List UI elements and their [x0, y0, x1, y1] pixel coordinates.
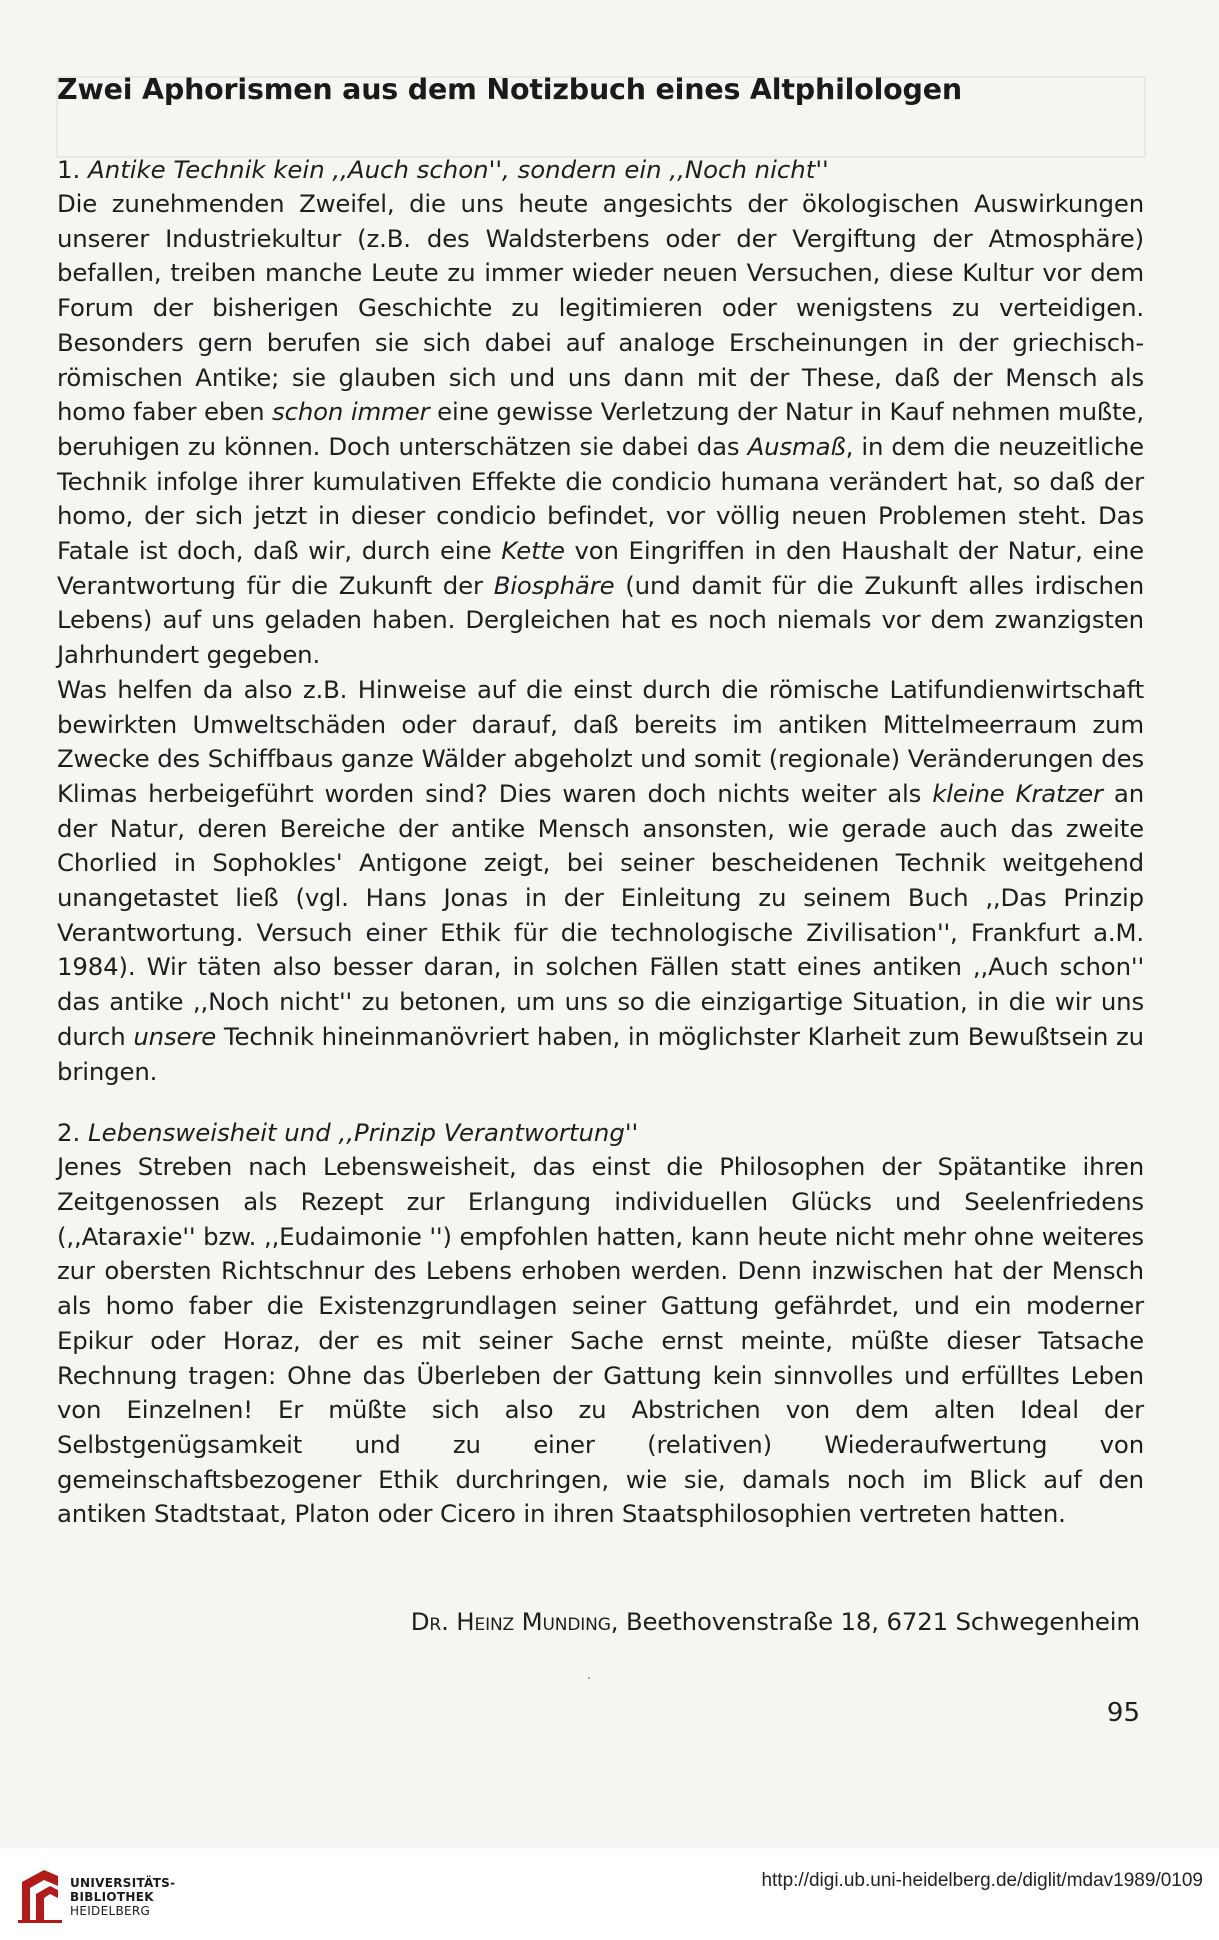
text-run: , in dem die neuzeitliche Technik infolge ihrer kumulativen Effekte die condicio humana verändert hat, so daß der homo, der sich jetzt in dieser condicio befindet, vor völlig neuen Problemen steht. Das Fatale ist doch, daß wir, durch eine	[57, 431, 1144, 566]
author-signature	[411, 1605, 1140, 1639]
article-title: Zwei Aphorismen aus dem Notizbuch eines Altphilologen	[57, 73, 962, 106]
text-run: Jenes Streben nach Lebensweisheit, das einst die Philosophen der Spätantike ihren Zeitgenossen als Rezept zur Erlangung individuellen Glücks und Seelenfriedens (,,Ataraxie'' bzw. ,,Eudaimonie '') empfohlen hatten, kann heute nicht mehr ohne weiteres zur obersten Richtschnur des Lebens erhoben werden. Denn inzwischen hat der Mensch als homo faber die Existenzgrundlagen seiner Gattung gefährdet, und ein moderner Epikur oder Horaz, der es mit seiner Sache ernst meinte, müßte dieser Tatsache Rechnung tragen: Ohne das Überleben der Gattung kein sinnvolles und erfülltes Leben von Einzelnen! Er müßte sich also zu Abstrichen von dem alten Ideal der Selbstgenügsamkeit und zu einer (relativen) Wiederaufwertung von gemeinschaftsbezogener Ethik durchringen, wie sie, damals noch im Blick auf den antiken Stadtstaat, Platon oder Cicero in ihren Staatsphilosophien vertreten hatten.	[57, 1152, 1144, 1529]
digitization-footer	[0, 1848, 1219, 1940]
source-url-link[interactable]: http://digi.ub.uni-heidelberg.de/diglit/mdav1989/0109	[761, 1870, 1203, 1891]
emphasis-text: Ausmaß	[747, 431, 846, 461]
section-2-number: 2.	[57, 1118, 81, 1148]
section-1-body	[57, 187, 1144, 1089]
emphasis-text: kleine Kratzer	[932, 778, 1103, 808]
emphasis-text: Biosphäre	[493, 570, 615, 600]
text-run: (und damit für die Zukunft alles irdischen Lebens) auf uns geladen haben. Dergleichen hat es noch niemals vor dem zwanzigsten Jahrhundert gegeben.	[57, 570, 1145, 670]
emphasis-text: unsere	[133, 1021, 217, 1051]
paragraph	[57, 187, 1144, 673]
section-1-number: 1.	[57, 155, 81, 184]
author-address: , Beethovenstraße 18, 6721 Schwegenheim	[610, 1607, 1140, 1636]
page-number: 95	[1106, 1698, 1140, 1728]
library-logo-icon	[14, 1864, 66, 1924]
paragraph	[57, 673, 1144, 1089]
article	[57, 70, 1144, 1532]
emphasis-text: Kette	[501, 536, 565, 566]
text-run: Technik hineinmanövriert haben, in möglichster Klarheit zum Bewußtsein zu bringen.	[57, 1021, 1144, 1086]
section-2-body	[57, 1150, 1144, 1532]
author-name: Dr. Heinz Munding	[410, 1607, 611, 1636]
text-run: eine gewisse Verletzung der Natur in Kauf nehmen mußte, beruhigen zu können. Doch unterschätzen sie dabei das	[57, 397, 1145, 461]
speck	[588, 1677, 590, 1679]
paragraph	[57, 1150, 1144, 1532]
text-run: Was helfen da also z.B. Hinweise auf die einst durch die römische Latifundienwirtschaft bewirkten Umweltschäden oder darauf, daß bereits im antiken Mittelmeerraum zum Zwecke des Schiffbaus ganze Wälder abgeholzt und somit (regionale) Veränderungen des Klimas herbeigeführt worden sind? Dies waren doch nichts weiter als	[57, 674, 1144, 808]
emphasis-text: schon immer	[272, 397, 430, 427]
section-2-heading	[57, 1115, 1144, 1150]
text-run: von Eingriffen in den Haushalt der Natur, eine Verantwortung für die Zukunft der	[57, 536, 1145, 600]
section-2-title: Lebensweisheit und ,,Prinzip Verantwortung''	[88, 1118, 639, 1148]
section-1-heading	[57, 152, 1144, 187]
text-run: an der Natur, deren Bereiche der antike Mensch ansonsten, wie gerade auch das zweite Chorlied in Sophokles' Antigone zeigt, bei seiner bescheidenen Technik weitgehend unangetastet ließ (vgl. Hans Jonas in der Einleitung zu seinem Buch ,,Das Prinzip Verantwortung. Versuch einer Ethik für die technologische Zivilisation'', Frankfurt a.M. 1984). Wir täten also besser daran, in solchen Fällen statt eines antiken ,,Auch schon'' das antike ,,Noch nicht'' zu betonen, um uns so die einzigartige Situation, in die wir uns durch	[57, 778, 1144, 1051]
text-run: Die zunehmenden Zweifel, die uns heute angesichts der ökologischen Auswirkungen unserer Industriekultur (z.B. des Waldsterbens oder der Vergiftung der Atmosphäre) befallen, treiben manche Leute zu immer wieder neuen Versuchen, diese Kultur vor dem Forum der bisherigen Geschichte zu legitimieren oder wenigstens zu verteidigen. Besonders gern berufen sie sich dabei auf analoge Erscheinungen in der griechisch-römischen Antike; sie glauben sich und uns dann mit der These, daß der Mensch als homo faber eben	[57, 189, 1144, 427]
section-1-title: Antike Technik kein ,,Auch schon'', sondern ein ,,Noch nicht''	[88, 155, 829, 184]
library-name: UNIVERSITÄTS- BIBLIOTHEK HEIDELBERG	[70, 1876, 176, 1918]
